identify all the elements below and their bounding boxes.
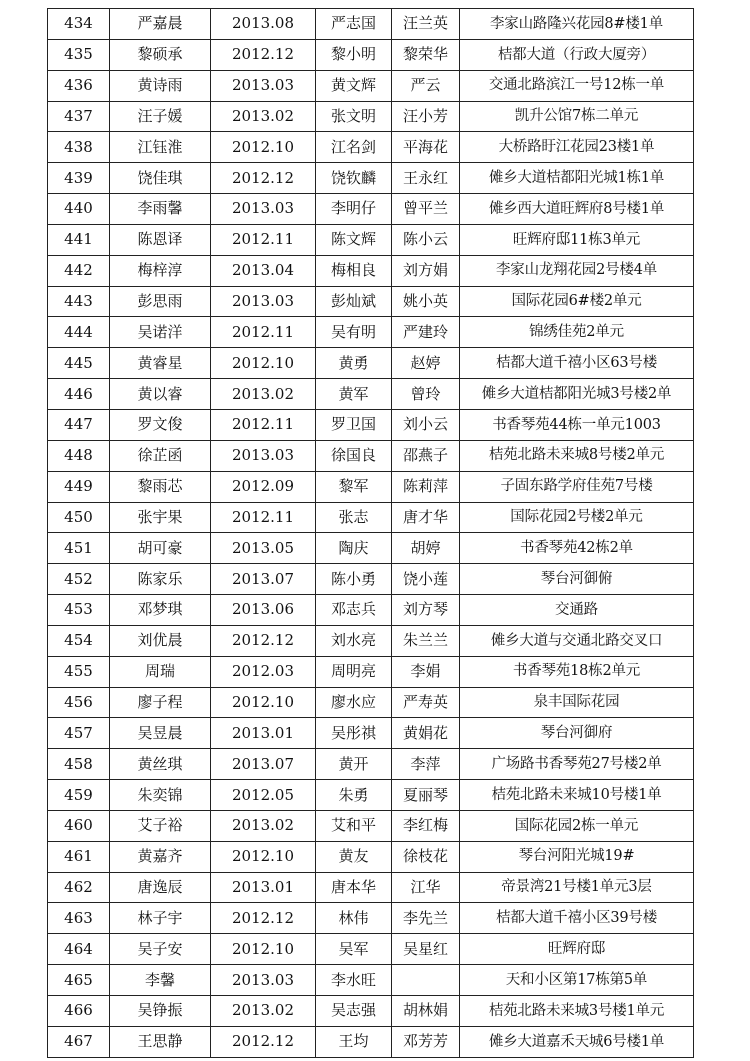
father-name-cell: 罗卫国	[316, 409, 392, 440]
birth-date-cell: 2012.10	[211, 841, 316, 872]
row-number-cell: 444	[48, 317, 110, 348]
student-name-cell: 徐芷函	[110, 440, 211, 471]
mother-name-cell: 江华	[392, 872, 460, 903]
student-name-cell: 朱奕锦	[110, 780, 211, 811]
birth-date-cell: 2012.11	[211, 317, 316, 348]
address-cell: 李家山路隆兴花园8#楼1单	[460, 9, 694, 40]
row-number-cell: 436	[48, 70, 110, 101]
address-cell: 琴台河御俯	[460, 564, 694, 595]
address-cell: 广场路书香琴苑27号楼2单	[460, 749, 694, 780]
father-name-cell: 艾和平	[316, 810, 392, 841]
father-name-cell: 黄勇	[316, 348, 392, 379]
mother-name-cell: 黄娟花	[392, 718, 460, 749]
mother-name-cell: 曾平兰	[392, 194, 460, 225]
mother-name-cell: 姚小英	[392, 286, 460, 317]
mother-name-cell: 李萍	[392, 749, 460, 780]
address-cell: 帝景湾21号楼1单元3层	[460, 872, 694, 903]
birth-date-cell: 2013.03	[211, 440, 316, 471]
address-cell: 泉丰国际花园	[460, 687, 694, 718]
address-cell: 国际花园2号楼2单元	[460, 502, 694, 533]
address-cell: 大桥路盱江花园23楼1单	[460, 132, 694, 163]
father-name-cell: 江名剑	[316, 132, 392, 163]
student-name-cell: 吴昱晨	[110, 718, 211, 749]
student-roster-table	[47, 8, 694, 1058]
student-name-cell: 黄丝琪	[110, 749, 211, 780]
mother-name-cell: 李红梅	[392, 810, 460, 841]
student-name-cell: 陈恩译	[110, 224, 211, 255]
father-name-cell: 刘水亮	[316, 625, 392, 656]
address-cell: 子固东路学府佳苑7号楼	[460, 471, 694, 502]
table-row	[48, 409, 694, 440]
row-number-cell: 461	[48, 841, 110, 872]
table-row	[48, 471, 694, 502]
row-number-cell: 443	[48, 286, 110, 317]
father-name-cell: 黄文辉	[316, 70, 392, 101]
table-row	[48, 533, 694, 564]
address-cell: 凯升公馆7栋二单元	[460, 101, 694, 132]
student-name-cell: 黄睿星	[110, 348, 211, 379]
mother-name-cell: 胡林娟	[392, 996, 460, 1027]
mother-name-cell: 汪小芳	[392, 101, 460, 132]
row-number-cell: 437	[48, 101, 110, 132]
birth-date-cell: 2012.10	[211, 132, 316, 163]
table-row	[48, 841, 694, 872]
table-row	[48, 965, 694, 996]
student-name-cell: 吴诺洋	[110, 317, 211, 348]
address-cell: 桔都大道千禧小区39号楼	[460, 903, 694, 934]
student-name-cell: 王思静	[110, 1026, 211, 1057]
address-cell: 锦绣佳苑2单元	[460, 317, 694, 348]
mother-name-cell: 平海花	[392, 132, 460, 163]
table-row	[48, 595, 694, 626]
table-row	[48, 348, 694, 379]
table-row	[48, 656, 694, 687]
student-name-cell: 邓梦琪	[110, 595, 211, 626]
father-name-cell: 朱勇	[316, 780, 392, 811]
student-name-cell: 陈家乐	[110, 564, 211, 595]
mother-name-cell: 刘方琴	[392, 595, 460, 626]
student-name-cell: 胡可豪	[110, 533, 211, 564]
mother-name-cell: 严云	[392, 70, 460, 101]
birth-date-cell: 2013.02	[211, 379, 316, 410]
row-number-cell: 462	[48, 872, 110, 903]
student-name-cell: 梅梓淳	[110, 255, 211, 286]
row-number-cell: 467	[48, 1026, 110, 1057]
address-cell: 桔都大道（行政大厦旁）	[460, 39, 694, 70]
mother-name-cell: 黎荣华	[392, 39, 460, 70]
mother-name-cell: 赵婷	[392, 348, 460, 379]
row-number-cell: 446	[48, 379, 110, 410]
student-name-cell: 吴铮振	[110, 996, 211, 1027]
birth-date-cell: 2012.10	[211, 934, 316, 965]
birth-date-cell: 2013.03	[211, 965, 316, 996]
table-row	[48, 872, 694, 903]
father-name-cell: 黄军	[316, 379, 392, 410]
birth-date-cell: 2013.05	[211, 533, 316, 564]
mother-name-cell: 汪兰英	[392, 9, 460, 40]
student-name-cell: 彭思雨	[110, 286, 211, 317]
table-row	[48, 9, 694, 40]
address-cell: 傩乡西大道旺辉府8号楼1单	[460, 194, 694, 225]
row-number-cell: 460	[48, 810, 110, 841]
father-name-cell: 陈小勇	[316, 564, 392, 595]
student-name-cell: 罗文俊	[110, 409, 211, 440]
table-row	[48, 255, 694, 286]
father-name-cell: 李明仔	[316, 194, 392, 225]
father-name-cell: 李水旺	[316, 965, 392, 996]
birth-date-cell: 2012.12	[211, 163, 316, 194]
table-row	[48, 286, 694, 317]
student-name-cell: 唐逸辰	[110, 872, 211, 903]
birth-date-cell: 2013.06	[211, 595, 316, 626]
row-number-cell: 449	[48, 471, 110, 502]
table-row	[48, 163, 694, 194]
father-name-cell: 陈文辉	[316, 224, 392, 255]
father-name-cell: 唐本华	[316, 872, 392, 903]
row-number-cell: 438	[48, 132, 110, 163]
student-name-cell: 艾子裕	[110, 810, 211, 841]
address-cell: 天和小区第17栋第5单	[460, 965, 694, 996]
father-name-cell: 邓志兵	[316, 595, 392, 626]
address-cell: 傩乡大道桔都阳光城3号楼2单	[460, 379, 694, 410]
birth-date-cell: 2013.03	[211, 194, 316, 225]
birth-date-cell: 2012.12	[211, 39, 316, 70]
table-row	[48, 625, 694, 656]
mother-name-cell: 李先兰	[392, 903, 460, 934]
student-name-cell: 李馨	[110, 965, 211, 996]
birth-date-cell: 2013.03	[211, 286, 316, 317]
mother-name-cell: 夏丽琴	[392, 780, 460, 811]
table-row	[48, 564, 694, 595]
table-row	[48, 440, 694, 471]
student-name-cell: 张宇果	[110, 502, 211, 533]
table-row	[48, 224, 694, 255]
mother-name-cell: 严建玲	[392, 317, 460, 348]
table-row	[48, 718, 694, 749]
student-name-cell: 严嘉晨	[110, 9, 211, 40]
father-name-cell: 黄开	[316, 749, 392, 780]
mother-name-cell: 邵燕子	[392, 440, 460, 471]
table-row	[48, 934, 694, 965]
row-number-cell: 455	[48, 656, 110, 687]
mother-name-cell: 朱兰兰	[392, 625, 460, 656]
address-cell: 桔苑北路未来城3号楼1单元	[460, 996, 694, 1027]
student-name-cell: 林子宇	[110, 903, 211, 934]
father-name-cell: 黄友	[316, 841, 392, 872]
birth-date-cell: 2013.08	[211, 9, 316, 40]
father-name-cell: 吴志强	[316, 996, 392, 1027]
row-number-cell: 464	[48, 934, 110, 965]
student-name-cell: 江钰淮	[110, 132, 211, 163]
mother-name-cell: 曾玲	[392, 379, 460, 410]
table-row	[48, 996, 694, 1027]
birth-date-cell: 2012.03	[211, 656, 316, 687]
mother-name-cell: 吴星红	[392, 934, 460, 965]
row-number-cell: 463	[48, 903, 110, 934]
row-number-cell: 448	[48, 440, 110, 471]
birth-date-cell: 2012.10	[211, 687, 316, 718]
father-name-cell: 周明亮	[316, 656, 392, 687]
address-cell: 书香琴苑18栋2单元	[460, 656, 694, 687]
mother-name-cell: 徐枝花	[392, 841, 460, 872]
father-name-cell: 严志国	[316, 9, 392, 40]
row-number-cell: 450	[48, 502, 110, 533]
birth-date-cell: 2013.01	[211, 718, 316, 749]
table-row	[48, 101, 694, 132]
father-name-cell: 张文明	[316, 101, 392, 132]
row-number-cell: 439	[48, 163, 110, 194]
father-name-cell: 廖水应	[316, 687, 392, 718]
student-name-cell: 刘优晨	[110, 625, 211, 656]
address-cell: 桔苑北路未来城8号楼2单元	[460, 440, 694, 471]
birth-date-cell: 2013.02	[211, 810, 316, 841]
student-name-cell: 饶佳琪	[110, 163, 211, 194]
student-name-cell: 黄嘉齐	[110, 841, 211, 872]
birth-date-cell: 2013.07	[211, 564, 316, 595]
birth-date-cell: 2012.11	[211, 224, 316, 255]
address-cell: 国际花园6#楼2单元	[460, 286, 694, 317]
student-name-cell: 黄以睿	[110, 379, 211, 410]
address-cell: 交通北路滨江一号12栋一单	[460, 70, 694, 101]
address-cell: 李家山龙翔花园2号楼4单	[460, 255, 694, 286]
father-name-cell: 吴军	[316, 934, 392, 965]
address-cell: 傩乡大道嘉禾天城6号楼1单	[460, 1026, 694, 1057]
address-cell: 旺辉府邸	[460, 934, 694, 965]
table-row	[48, 132, 694, 163]
row-number-cell: 451	[48, 533, 110, 564]
father-name-cell: 吴彤祺	[316, 718, 392, 749]
address-cell: 书香琴苑42栋2单	[460, 533, 694, 564]
mother-name-cell: 陈小云	[392, 224, 460, 255]
row-number-cell: 465	[48, 965, 110, 996]
address-cell: 琴台河御府	[460, 718, 694, 749]
address-cell: 琴台河阳光城19#	[460, 841, 694, 872]
address-cell: 傩乡大道与交通北路交叉口	[460, 625, 694, 656]
table-row	[48, 903, 694, 934]
father-name-cell: 林伟	[316, 903, 392, 934]
father-name-cell: 王均	[316, 1026, 392, 1057]
father-name-cell: 饶钦麟	[316, 163, 392, 194]
birth-date-cell: 2013.03	[211, 70, 316, 101]
mother-name-cell: 李娟	[392, 656, 460, 687]
table-row	[48, 780, 694, 811]
row-number-cell: 434	[48, 9, 110, 40]
table-row	[48, 810, 694, 841]
mother-name-cell: 饶小莲	[392, 564, 460, 595]
table-row	[48, 317, 694, 348]
roster-sheet	[47, 8, 693, 1058]
row-number-cell: 435	[48, 39, 110, 70]
mother-name-cell: 刘小云	[392, 409, 460, 440]
birth-date-cell: 2012.05	[211, 780, 316, 811]
mother-name-cell: 邓芳芳	[392, 1026, 460, 1057]
father-name-cell: 张志	[316, 502, 392, 533]
address-cell: 国际花园2栋一单元	[460, 810, 694, 841]
row-number-cell: 456	[48, 687, 110, 718]
table-row	[48, 379, 694, 410]
row-number-cell: 454	[48, 625, 110, 656]
table-row	[48, 502, 694, 533]
student-name-cell: 汪子媛	[110, 101, 211, 132]
birth-date-cell: 2012.12	[211, 1026, 316, 1057]
table-row	[48, 39, 694, 70]
father-name-cell: 吴有明	[316, 317, 392, 348]
row-number-cell: 459	[48, 780, 110, 811]
row-number-cell: 440	[48, 194, 110, 225]
address-cell: 傩乡大道桔都阳光城1栋1单	[460, 163, 694, 194]
father-name-cell: 徐国良	[316, 440, 392, 471]
address-cell: 桔都大道千禧小区63号楼	[460, 348, 694, 379]
student-name-cell: 吴子安	[110, 934, 211, 965]
father-name-cell: 彭灿斌	[316, 286, 392, 317]
row-number-cell: 441	[48, 224, 110, 255]
father-name-cell: 黎小明	[316, 39, 392, 70]
table-row	[48, 687, 694, 718]
birth-date-cell: 2012.11	[211, 502, 316, 533]
birth-date-cell: 2012.12	[211, 625, 316, 656]
row-number-cell: 457	[48, 718, 110, 749]
roster-body	[48, 9, 694, 1058]
student-name-cell: 黄诗雨	[110, 70, 211, 101]
father-name-cell: 黎军	[316, 471, 392, 502]
row-number-cell: 458	[48, 749, 110, 780]
row-number-cell: 447	[48, 409, 110, 440]
birth-date-cell: 2013.02	[211, 101, 316, 132]
father-name-cell: 梅相良	[316, 255, 392, 286]
birth-date-cell: 2012.10	[211, 348, 316, 379]
table-row	[48, 70, 694, 101]
birth-date-cell: 2013.07	[211, 749, 316, 780]
mother-name-cell: 胡婷	[392, 533, 460, 564]
address-cell: 桔苑北路未来城10号楼1单	[460, 780, 694, 811]
birth-date-cell: 2012.12	[211, 903, 316, 934]
birth-date-cell: 2012.11	[211, 409, 316, 440]
table-row	[48, 1026, 694, 1057]
mother-name-cell: 陈莉萍	[392, 471, 460, 502]
father-name-cell: 陶庆	[316, 533, 392, 564]
address-cell: 书香琴苑44栋一单元1003	[460, 409, 694, 440]
student-name-cell: 黎雨芯	[110, 471, 211, 502]
mother-name-cell	[392, 965, 460, 996]
table-row	[48, 194, 694, 225]
row-number-cell: 466	[48, 996, 110, 1027]
birth-date-cell: 2013.04	[211, 255, 316, 286]
mother-name-cell: 严寿英	[392, 687, 460, 718]
address-cell: 交通路	[460, 595, 694, 626]
student-name-cell: 黎硕承	[110, 39, 211, 70]
mother-name-cell: 刘方娟	[392, 255, 460, 286]
row-number-cell: 453	[48, 595, 110, 626]
row-number-cell: 445	[48, 348, 110, 379]
student-name-cell: 李雨馨	[110, 194, 211, 225]
mother-name-cell: 唐才华	[392, 502, 460, 533]
birth-date-cell: 2013.01	[211, 872, 316, 903]
birth-date-cell: 2013.02	[211, 996, 316, 1027]
address-cell: 旺辉府邸11栋3单元	[460, 224, 694, 255]
birth-date-cell: 2012.09	[211, 471, 316, 502]
mother-name-cell: 王永红	[392, 163, 460, 194]
student-name-cell: 周瑞	[110, 656, 211, 687]
row-number-cell: 452	[48, 564, 110, 595]
row-number-cell: 442	[48, 255, 110, 286]
table-row	[48, 749, 694, 780]
student-name-cell: 廖子程	[110, 687, 211, 718]
